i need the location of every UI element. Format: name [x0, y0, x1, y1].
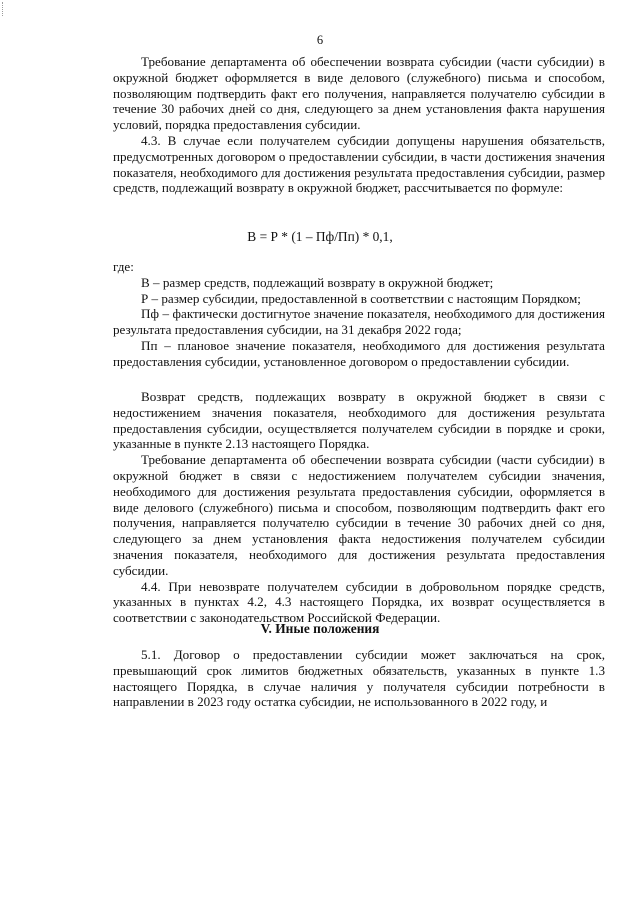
section5-block: [113, 647, 605, 710]
definition-r: Р – размер субсидии, предоставленной в соответствии с настоящим Порядком;: [141, 290, 581, 306]
where-label: где:: [113, 259, 134, 274]
return-formula: В = Р * (1 – Пф/Пп) * 0,1,: [247, 229, 393, 244]
page-number: 6: [316, 33, 324, 47]
definition-pf: Пф – фактически достигнутое значение показателя, необходимого для достижения результата предоставления субсидии, на 31 декабря 2022 года;: [113, 306, 605, 338]
paragraph-return-procedure: Возврат средств, подлежащих возврату в окружной бюджет в связи с недостижением значения показателя, необходимого для достижения результата предоставления субсидии, осуществляется получателем субсидии в порядке и сроки, указанные в пункте 2.13 настоящего Порядка.: [113, 389, 605, 452]
paragraph-4-3: 4.3. В случае если получателем субсидии допущены нарушения обязательств, предусмотренных договором о предоставлении субсидии, в части достижения значения показателя, необходимого для достижения результата предоставления субсидии, размер средств, подлежащий возврату в окружной бюджет, рассчитывается по формуле:: [113, 132, 605, 196]
paragraph-requirement-return: Требование департамента об обеспечении возврата субсидии (части субсидии) в окружной бюджет оформляется в виде делового (служебного) письма и способом, позволяющим подтвердить факт его получения, направляется получателю субсидии в течение 30 рабочих дней со дня, следующего за днем установления факта нарушения условий, порядка предоставления субсидии.: [113, 54, 605, 133]
paragraph-4-4: 4.4. При невозврате получателем субсидии в добровольном порядке средств, указанных в пунктах 4.2, 4.3 настоящего Порядка, их возврат осуществляется в соответствии с законодательством Российской Федерации.: [113, 578, 605, 626]
definition-pp: Пп – плановое значение показателя, необходимого для достижения результата предоставления субсидии, установленное договором о предоставлении субсидии.: [113, 337, 605, 369]
section4-bottom-block: [113, 389, 605, 626]
paragraph-requirement-nonachievement: Требование департамента об обеспечении возврата субсидии (части субсидии) в окружной бюджет в связи с недостижением получателем субсидии значения, необходимого для достижения результата предоставления субсидии, оформляется в виде делового (служебного) письма и способом, позволяющим подтвердить факт его получения, направляется получателю субсидии в течение 30 рабочих дней со дня, следующего за днем установления факта недостижения получателем субсидии значения показателя, необходимого для достижения результата предоставления субсидии.: [113, 452, 605, 578]
section4-top-block: [113, 54, 605, 196]
scan-margin-mark: [2, 2, 12, 16]
definitions-block: [113, 259, 605, 370]
definition-v: В – размер средств, подлежащий возврату в окружной бюджет;: [141, 274, 494, 290]
paragraph-5-1: 5.1. Договор о предоставлении субсидии может заключаться на срок, превышающий срок лимитов бюджетных обязательств, указанных в пункте 1.3 настоящего Порядка, в случае наличия у получателя субсидии потребности в направлении в 2023 году остатка субсидии, не использованного в 2022 году, и: [113, 647, 605, 710]
section-heading-other-provisions: V. Иные положения: [260, 621, 380, 636]
